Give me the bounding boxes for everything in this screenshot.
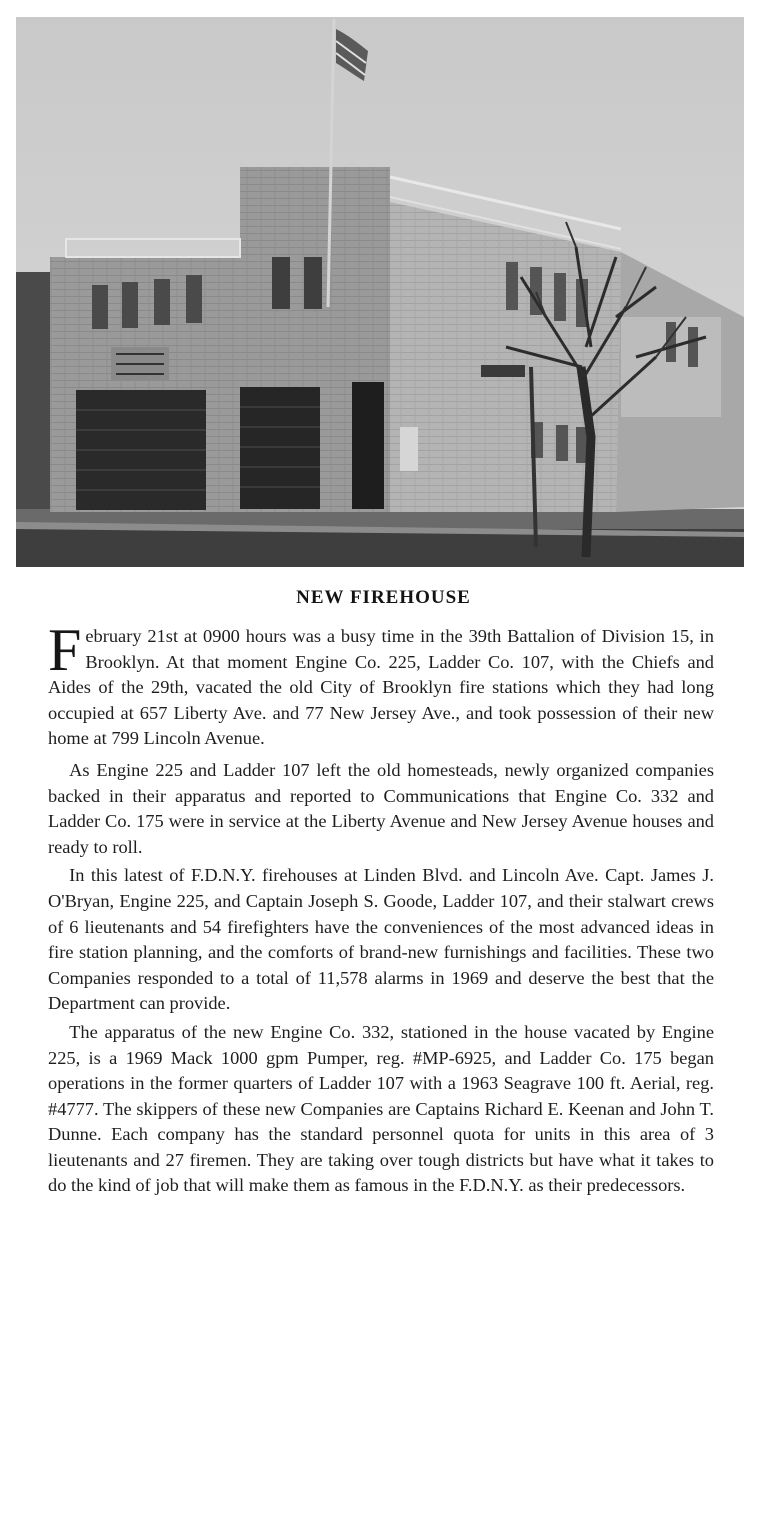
article-paragraph: As Engine 225 and Ladder 107 left the old homesteads, newly organized companies backed in their apparatus and reported to Communications that Engine Co. 332 and Ladder Co. 175 were in service at the Liberty Avenue and New Jersey Avenue houses and ready to roll.: [48, 759, 714, 857]
article-headline: NEW FIREHOUSE: [296, 587, 471, 608]
article-paragraph: [48, 617, 714, 752]
paragraph-text: ebruary 21st at 0900 hours was a busy time in the 39th Battalion of Division 15, in Brooklyn. At that moment Engine Co. 225, Ladder Co. 107, with the Chiefs and Aides of the 29th, vacated the old City of Brooklyn fire stations which they had long occupied at 657 Liberty Ave. and 77 New Jersey Ave., and took possession of their new home at 799 Lincoln Avenue.: [48, 626, 714, 749]
article-body: [48, 617, 714, 1199]
drop-cap: F: [48, 617, 82, 683]
firehouse-photo: [16, 17, 744, 567]
article-paragraph: The apparatus of the new Engine Co. 332, stationed in the house vacated by Engine 225, is a 1969 Mack 1000 gpm Pumper, reg. #MP-6925, and Ladder Co. 175 began operations in the former quarters of Ladder 107 with a 1963 Seagrave 100 ft. Aerial, reg. #4777. The skippers of these new Companies are Captains Richard E. Keenan and John T. Dunne. Each company has the standard personnel quota for units in this area of 3 lieutenants and 27 firemen. They are taking over tough districts but have what it takes to do the kind of job that will make them as famous in the F.D.N.Y. as their predecessors.: [48, 1021, 714, 1196]
firehouse-illustration: [16, 17, 744, 567]
article-paragraph: In this latest of F.D.N.Y. firehouses at Linden Blvd. and Lincoln Ave. Capt. James J. O'Bryan, Engine 225, and Captain Joseph S. Goode, Ladder 107, and their stalwart crews of 6 lieutenants and 54 firefighters have the conveniences of the most advanced ideas in fire station planning, and the comforts of brand-new furnishings and facilities. These two Companies responded to a total of 11,578 alarms in 1969 and deserve the best that the Department can provide.: [48, 865, 714, 1014]
